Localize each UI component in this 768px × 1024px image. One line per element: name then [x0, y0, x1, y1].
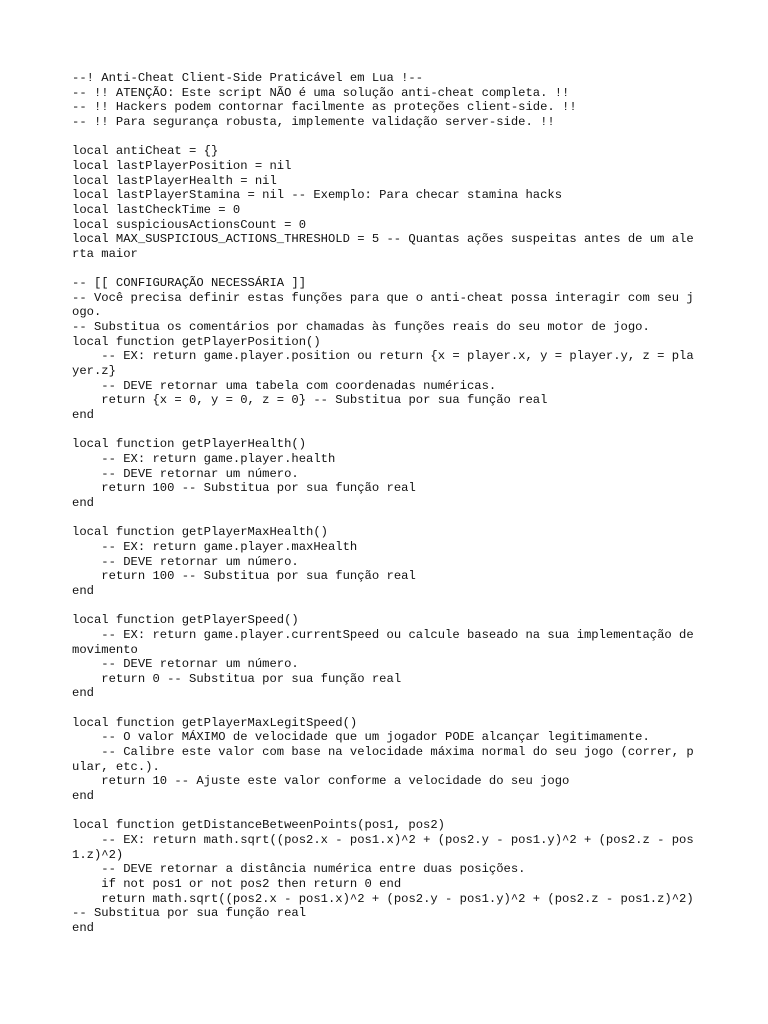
- code-line: local suspiciousActionsCount = 0: [72, 217, 307, 232]
- lua-code-block: [72, 71, 702, 936]
- code-line: -- O valor MÁXIMO de velocidade que um jogador PODE alcançar legitimamente.: [72, 730, 650, 745]
- code-line: -- Substitua os comentários por chamadas às funções reais do seu motor de jogo.: [72, 320, 650, 335]
- code-line: local lastCheckTime = 0: [72, 202, 241, 217]
- code-line: local function getPlayerSpeed(): [72, 613, 299, 628]
- code-line: local function getPlayerHealth(): [72, 437, 307, 452]
- code-line: return {x = 0, y = 0, z = 0} -- Substitua por sua função real: [72, 393, 548, 408]
- code-line: end: [72, 686, 94, 701]
- code-line: return math.sqrt((pos2.x - pos1.x)^2 + (pos2.y - pos1.y)^2 + (pos2.z - pos1.z)^2) -- Substitua por sua função real: [72, 891, 702, 921]
- code-line: --! Anti-Cheat Client-Side Praticável em Lua !--: [72, 71, 424, 85]
- blank-line: [72, 511, 698, 526]
- code-line: return 10 -- Ajuste este valor conforme a velocidade do seu jogo: [72, 774, 570, 789]
- code-line: local function getPlayerPosition(): [72, 334, 321, 349]
- code-line: if not pos1 or not pos2 then return 0 end: [72, 876, 402, 891]
- code-line: -- !! Para segurança robusta, implemente validação server-side. !!: [72, 114, 555, 129]
- code-line: -- EX: return math.sqrt((pos2.x - pos1.x)^2 + (pos2.y - pos1.y)^2 + (pos2.z - pos1.z)^2): [72, 833, 694, 862]
- code-line: -- DEVE retornar um número.: [72, 657, 299, 672]
- code-line: -- !! Hackers podem contornar facilmente as proteções client-side. !!: [72, 100, 577, 115]
- code-line: local lastPlayerHealth = nil: [72, 173, 277, 188]
- code-line: local function getDistanceBetweenPoints(pos1, pos2): [72, 818, 445, 833]
- code-line: end: [72, 408, 94, 423]
- code-line: local antiCheat = {}: [72, 144, 219, 159]
- code-line: -- Você precisa definir estas funções para que o anti-cheat possa interagir com seu jogo.: [72, 290, 694, 320]
- blank-line: [72, 423, 698, 438]
- code-line: -- EX: return game.player.currentSpeed ou calcule baseado na sua implementação de movimento: [72, 627, 702, 657]
- code-line: local lastPlayerStamina = nil -- Exemplo: Para checar stamina hacks: [72, 188, 563, 203]
- code-line: return 100 -- Substitua por sua função real: [72, 569, 416, 584]
- code-line: local lastPlayerPosition = nil: [72, 158, 292, 173]
- blank-line: [72, 262, 698, 277]
- code-line: -- Calibre este valor com base na velocidade máxima normal do seu jogo (correr, pular, etc.).: [72, 745, 694, 774]
- code-line: return 100 -- Substitua por sua função real: [72, 481, 416, 496]
- code-line: local function getPlayerMaxHealth(): [72, 525, 328, 540]
- code-line: return 0 -- Substitua por sua função real: [72, 671, 402, 686]
- code-line: -- EX: return game.player.maxHealth: [72, 539, 358, 554]
- blank-line: [72, 599, 698, 614]
- code-line: -- DEVE retornar um número.: [72, 466, 299, 481]
- code-line: end: [72, 495, 94, 510]
- code-line: end: [72, 920, 94, 935]
- code-line: -- !! ATENÇÃO: Este script NÃO é uma solução anti-cheat completa. !!: [72, 85, 570, 100]
- code-line: -- DEVE retornar a distância numérica entre duas posições.: [72, 862, 526, 877]
- code-line: -- EX: return game.player.health: [72, 452, 336, 467]
- code-line: -- [[ CONFIGURAÇÃO NECESSÁRIA ]]: [72, 276, 307, 291]
- code-line: -- DEVE retornar uma tabela com coordenadas numéricas.: [72, 378, 497, 393]
- code-line: end: [72, 789, 94, 804]
- blank-line: [72, 130, 698, 145]
- blank-line: [72, 701, 698, 716]
- code-line: -- EX: return game.player.position ou return {x = player.x, y = player.y, z = player.z}: [72, 349, 694, 379]
- code-line: local function getPlayerMaxLegitSpeed(): [72, 715, 358, 730]
- code-line: -- DEVE retornar um número.: [72, 554, 299, 569]
- code-line: local MAX_SUSPICIOUS_ACTIONS_THRESHOLD = 5 -- Quantas ações suspeitas antes de um alerta maior: [72, 232, 694, 261]
- code-line: end: [72, 583, 94, 598]
- blank-line: [72, 804, 698, 819]
